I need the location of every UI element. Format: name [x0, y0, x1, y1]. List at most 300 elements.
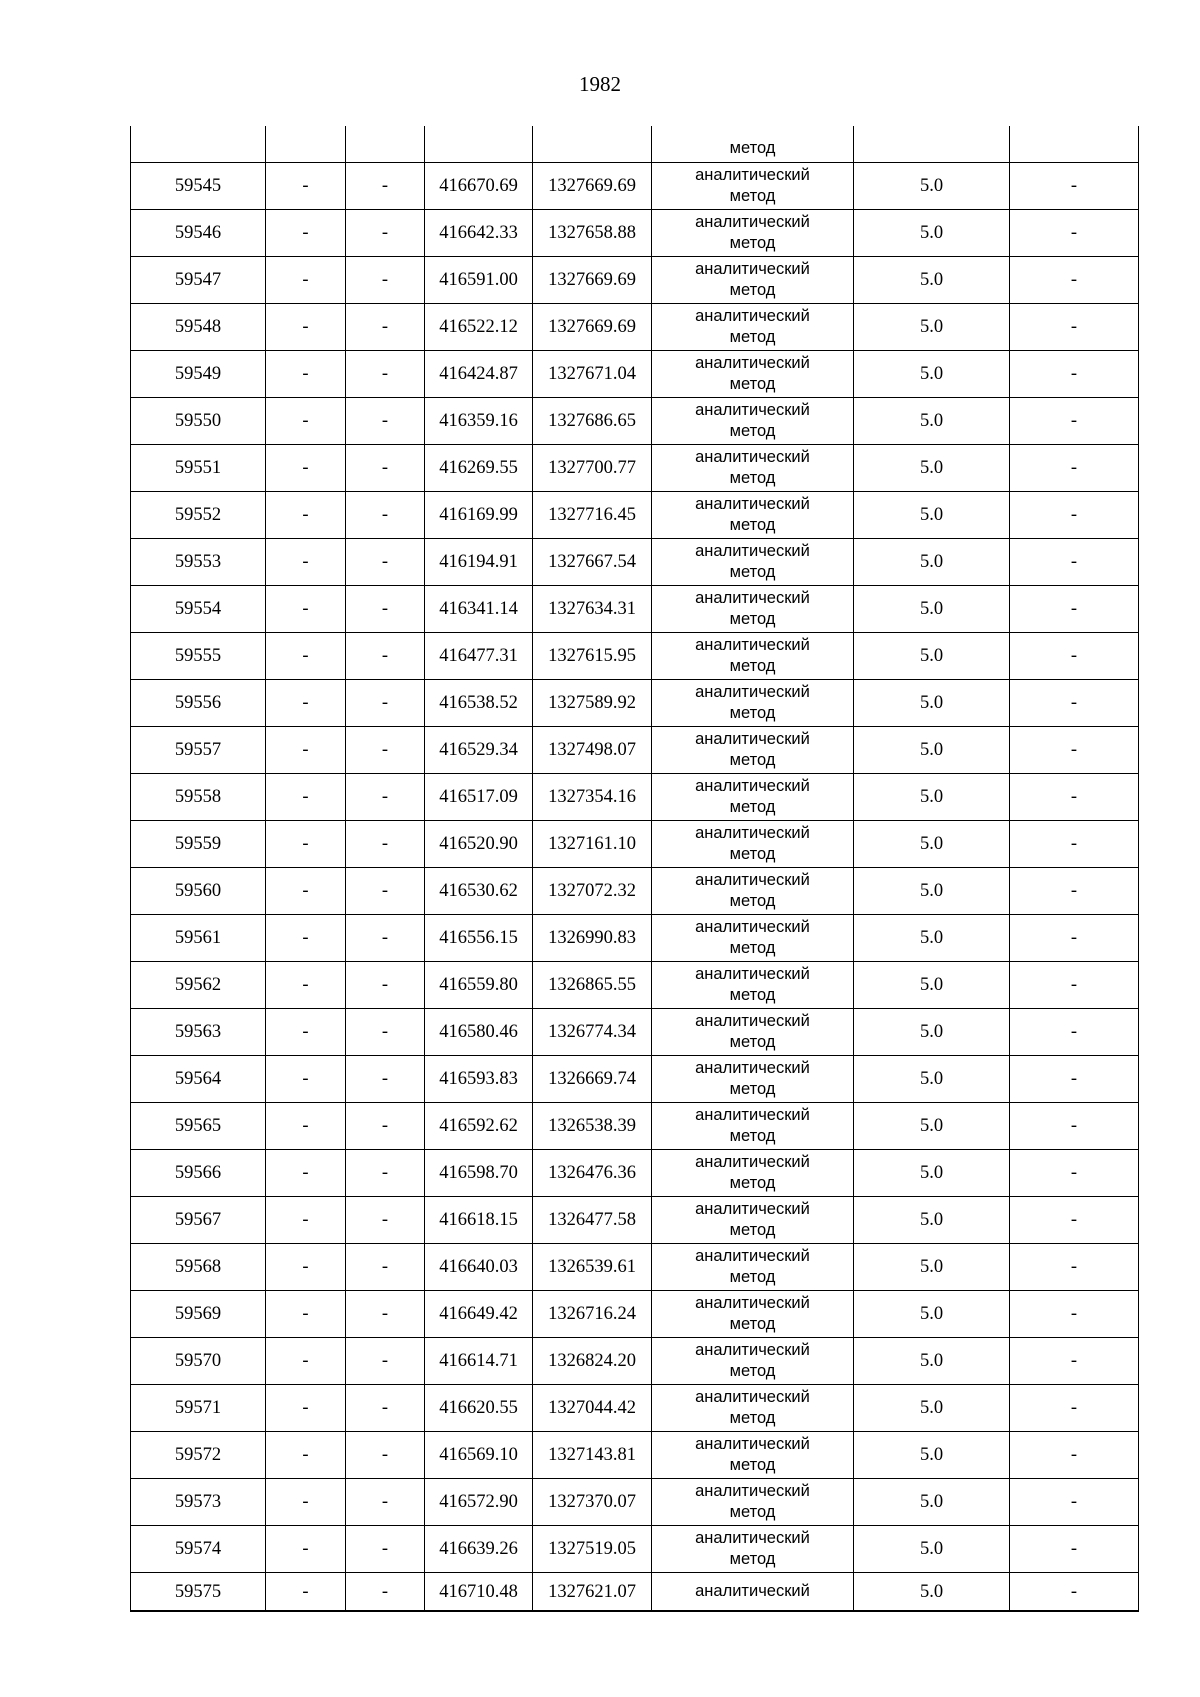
cell-x: 416620.55: [425, 1385, 533, 1432]
cell-col3: -: [346, 821, 425, 868]
cell-col2: -: [266, 1009, 346, 1056]
table-row: [131, 1385, 1139, 1432]
method-text: метод: [729, 1033, 776, 1051]
cell-method: [652, 727, 854, 774]
cell-col2: -: [266, 915, 346, 962]
method-text: аналитический: [695, 1388, 810, 1406]
cell-point-id: 59572: [131, 1432, 266, 1479]
cell-note: -: [1010, 1573, 1139, 1612]
cell-col3: -: [346, 868, 425, 915]
method-text: аналитический: [695, 166, 810, 184]
table-row: [131, 1338, 1139, 1385]
cell-method: [652, 1244, 854, 1291]
cell-accuracy: 5.0: [854, 351, 1010, 398]
table-row: [131, 445, 1139, 492]
cell-y: 1326774.34: [533, 1009, 652, 1056]
cell-method: [652, 1432, 854, 1479]
cell-col2: -: [266, 492, 346, 539]
cell-method: [652, 445, 854, 492]
cell-x: 416649.42: [425, 1291, 533, 1338]
cell-y: 1327700.77: [533, 445, 652, 492]
cell-point-id: 59575: [131, 1573, 266, 1612]
cell-note: -: [1010, 586, 1139, 633]
cell-col3: -: [346, 680, 425, 727]
cell-x: 416614.71: [425, 1338, 533, 1385]
table-row: [131, 1009, 1139, 1056]
cell-method: [652, 868, 854, 915]
cell-method: [652, 163, 854, 210]
cell-y: 1327519.05: [533, 1526, 652, 1573]
cell-method: [652, 680, 854, 727]
cell-y: 1327686.65: [533, 398, 652, 445]
cell-note: -: [1010, 1432, 1139, 1479]
cell-y: 1326477.58: [533, 1197, 652, 1244]
continuation-row: [131, 126, 1139, 163]
cell-x: 416341.14: [425, 586, 533, 633]
cell-point-id: 59565: [131, 1103, 266, 1150]
cell-point-id: 59548: [131, 304, 266, 351]
cell-col3: -: [346, 257, 425, 304]
cell-y: 1327621.07: [533, 1573, 652, 1612]
table-row: [131, 962, 1139, 1009]
cell-accuracy: 5.0: [854, 1338, 1010, 1385]
cell-note: -: [1010, 821, 1139, 868]
cell-note: -: [1010, 1338, 1139, 1385]
method-text: метод: [729, 1174, 776, 1192]
cell-method: [652, 915, 854, 962]
table-row: [131, 868, 1139, 915]
table-row: [131, 1103, 1139, 1150]
coordinates-table: [130, 126, 1139, 1612]
table-row: [131, 1244, 1139, 1291]
method-text: аналитический: [695, 683, 810, 701]
method-text: метод: [729, 751, 776, 769]
cell-point-id: 59568: [131, 1244, 266, 1291]
cell-col3: -: [346, 633, 425, 680]
cell-note: -: [1010, 727, 1139, 774]
cell-note: -: [1010, 1009, 1139, 1056]
cell-col3: -: [346, 1244, 425, 1291]
cell-col2: -: [266, 1244, 346, 1291]
method-text: аналитический: [695, 824, 810, 842]
cell-method: [652, 210, 854, 257]
cell-col3: -: [346, 1573, 425, 1612]
cell-point-id: 59553: [131, 539, 266, 586]
cell-x: 416477.31: [425, 633, 533, 680]
table-row: [131, 1432, 1139, 1479]
cell-col2: -: [266, 1479, 346, 1526]
table-row: [131, 586, 1139, 633]
cell-col3: -: [346, 351, 425, 398]
cell-y: 1326476.36: [533, 1150, 652, 1197]
table-row: [131, 1526, 1139, 1573]
method-text: метод: [729, 892, 776, 910]
table-row: [131, 210, 1139, 257]
table-body: [131, 126, 1139, 1611]
cell-x: 416520.90: [425, 821, 533, 868]
cell-x: 416591.00: [425, 257, 533, 304]
cell-point-id: 59559: [131, 821, 266, 868]
cell-point-id: 59556: [131, 680, 266, 727]
cell-method: [652, 539, 854, 586]
cell-col2: -: [266, 1150, 346, 1197]
cell-y: 1327161.10: [533, 821, 652, 868]
cell-method: [652, 962, 854, 1009]
cell-y: 1326824.20: [533, 1338, 652, 1385]
cell-x: 416522.12: [425, 304, 533, 351]
cell-x: 416592.62: [425, 1103, 533, 1150]
cell-col3: -: [346, 304, 425, 351]
cell-col3: -: [346, 1338, 425, 1385]
cell-method: [652, 492, 854, 539]
cell-col2: -: [266, 1291, 346, 1338]
method-text: метод: [729, 234, 776, 252]
cell-x: 416642.33: [425, 210, 533, 257]
method-text: аналитический: [695, 542, 810, 560]
cell-method: [652, 1385, 854, 1432]
cell-y: 1326539.61: [533, 1244, 652, 1291]
cell-y: 1327671.04: [533, 351, 652, 398]
cell-col2: -: [266, 1197, 346, 1244]
method-text: метод: [729, 845, 776, 863]
cell-empty: [425, 126, 533, 163]
cell-y: 1327658.88: [533, 210, 652, 257]
cell-point-id: 59561: [131, 915, 266, 962]
method-text: метод: [729, 1315, 776, 1333]
cell-col2: -: [266, 445, 346, 492]
method-text: метод: [729, 1080, 776, 1098]
method-text: аналитический: [695, 636, 810, 654]
cell-col2: -: [266, 304, 346, 351]
cell-note: -: [1010, 1197, 1139, 1244]
cell-accuracy: 5.0: [854, 163, 1010, 210]
cell-y: 1327669.69: [533, 257, 652, 304]
cell-x: 416618.15: [425, 1197, 533, 1244]
method-text: аналитический: [695, 213, 810, 231]
method-text: аналитический: [695, 495, 810, 513]
cell-col3: -: [346, 492, 425, 539]
cell-accuracy: 5.0: [854, 398, 1010, 445]
cell-accuracy: 5.0: [854, 774, 1010, 821]
cell-accuracy: 5.0: [854, 492, 1010, 539]
cell-col2: -: [266, 586, 346, 633]
method-text: метод: [729, 328, 776, 346]
method-text: аналитический: [695, 401, 810, 419]
cell-x: 416559.80: [425, 962, 533, 1009]
cell-col3: -: [346, 1432, 425, 1479]
cell-note: -: [1010, 680, 1139, 727]
cell-point-id: 59552: [131, 492, 266, 539]
method-text: аналитический: [695, 871, 810, 889]
method-text: метод: [729, 469, 776, 487]
cell-empty: [1010, 126, 1139, 163]
cell-col3: -: [346, 445, 425, 492]
method-text: метод: [729, 1362, 776, 1380]
method-text: аналитический: [695, 448, 810, 466]
table-row: [131, 1573, 1139, 1612]
method-text: метод: [729, 704, 776, 722]
table-row: [131, 1150, 1139, 1197]
method-text: метод: [729, 657, 776, 675]
cell-accuracy: 5.0: [854, 586, 1010, 633]
cell-empty: [131, 126, 266, 163]
table-row: [131, 492, 1139, 539]
cell-col2: -: [266, 1056, 346, 1103]
cell-method: [652, 257, 854, 304]
cell-note: -: [1010, 962, 1139, 1009]
table-row: [131, 1479, 1139, 1526]
cell-col3: -: [346, 727, 425, 774]
cell-accuracy: 5.0: [854, 868, 1010, 915]
method-text: аналитический: [695, 1106, 810, 1124]
cell-point-id: 59549: [131, 351, 266, 398]
cell-accuracy: 5.0: [854, 962, 1010, 1009]
cell-note: -: [1010, 492, 1139, 539]
cell-col2: -: [266, 163, 346, 210]
cell-point-id: 59574: [131, 1526, 266, 1573]
cell-method: [652, 1526, 854, 1573]
cell-col3: -: [346, 1526, 425, 1573]
cell-method: [652, 1103, 854, 1150]
cell-col2: -: [266, 398, 346, 445]
cell-y: 1326669.74: [533, 1056, 652, 1103]
cell-accuracy: 5.0: [854, 1479, 1010, 1526]
method-text: метод: [729, 375, 776, 393]
cell-x: 416194.91: [425, 539, 533, 586]
cell-note: -: [1010, 351, 1139, 398]
cell-col3: -: [346, 539, 425, 586]
cell-note: -: [1010, 304, 1139, 351]
cell-x: 416424.87: [425, 351, 533, 398]
cell-col3: -: [346, 1150, 425, 1197]
cell-y: 1327143.81: [533, 1432, 652, 1479]
cell-col3: -: [346, 1291, 425, 1338]
cell-note: -: [1010, 1244, 1139, 1291]
table-row: [131, 633, 1139, 680]
cell-col2: -: [266, 351, 346, 398]
cell-x: 416569.10: [425, 1432, 533, 1479]
cell-x: 416538.52: [425, 680, 533, 727]
cell-point-id: 59573: [131, 1479, 266, 1526]
method-text: метод: [729, 516, 776, 534]
cell-x: 416670.69: [425, 163, 533, 210]
cell-method: [652, 1291, 854, 1338]
method-text: метод: [729, 1550, 776, 1568]
cell-col2: -: [266, 539, 346, 586]
cell-accuracy: 5.0: [854, 1197, 1010, 1244]
cell-accuracy: 5.0: [854, 1244, 1010, 1291]
cell-col2: -: [266, 210, 346, 257]
cell-note: -: [1010, 163, 1139, 210]
cell-x: 416580.46: [425, 1009, 533, 1056]
cell-x: 416593.83: [425, 1056, 533, 1103]
cell-point-id: 59571: [131, 1385, 266, 1432]
cell-accuracy: 5.0: [854, 1150, 1010, 1197]
cell-point-id: 59563: [131, 1009, 266, 1056]
cell-empty: [854, 126, 1010, 163]
cell-point-id: 59550: [131, 398, 266, 445]
cell-point-id: 59567: [131, 1197, 266, 1244]
table-row: [131, 398, 1139, 445]
cell-col2: -: [266, 257, 346, 304]
table-row: [131, 821, 1139, 868]
method-text: метод: [729, 1456, 776, 1474]
cell-y: 1326538.39: [533, 1103, 652, 1150]
cell-accuracy: 5.0: [854, 821, 1010, 868]
table-row: [131, 351, 1139, 398]
method-text: аналитический: [695, 918, 810, 936]
cell-col2: -: [266, 680, 346, 727]
cell-y: 1327667.54: [533, 539, 652, 586]
cell-note: -: [1010, 1526, 1139, 1573]
method-text: метод: [729, 1268, 776, 1286]
cell-x: 416710.48: [425, 1573, 533, 1612]
method-text: метод: [729, 187, 776, 205]
cell-method: [652, 1009, 854, 1056]
cell-method: [652, 1479, 854, 1526]
cell-accuracy: 5.0: [854, 633, 1010, 680]
cell-x: 416639.26: [425, 1526, 533, 1573]
cell-accuracy: 5.0: [854, 1056, 1010, 1103]
table-row: [131, 257, 1139, 304]
cell-x: 416169.99: [425, 492, 533, 539]
table-row: [131, 1056, 1139, 1103]
cell-x: 416598.70: [425, 1150, 533, 1197]
table-row: [131, 915, 1139, 962]
cell-point-id: 59546: [131, 210, 266, 257]
table-row: [131, 163, 1139, 210]
cell-accuracy: 5.0: [854, 210, 1010, 257]
cell-col3: -: [346, 774, 425, 821]
method-text: аналитический: [695, 260, 810, 278]
cell-col2: -: [266, 1385, 346, 1432]
cell-note: -: [1010, 868, 1139, 915]
cell-col2: -: [266, 1338, 346, 1385]
cell-method: [652, 1150, 854, 1197]
cell-col3: -: [346, 915, 425, 962]
cell-accuracy: 5.0: [854, 1432, 1010, 1479]
cell-y: 1327354.16: [533, 774, 652, 821]
cell-x: 416269.55: [425, 445, 533, 492]
cell-point-id: 59554: [131, 586, 266, 633]
cell-accuracy: 5.0: [854, 445, 1010, 492]
cell-col3: -: [346, 163, 425, 210]
cell-col2: -: [266, 633, 346, 680]
method-text: аналитический: [695, 1294, 810, 1312]
cell-y: 1327498.07: [533, 727, 652, 774]
cell-method: [652, 821, 854, 868]
cell-x: 416517.09: [425, 774, 533, 821]
cell-method: [652, 633, 854, 680]
cell-y: 1327669.69: [533, 304, 652, 351]
cell-method: [652, 1338, 854, 1385]
cell-y: 1327370.07: [533, 1479, 652, 1526]
table-row: [131, 680, 1139, 727]
method-text: аналитический: [695, 1435, 810, 1453]
cell-accuracy: 5.0: [854, 915, 1010, 962]
cell-empty: [346, 126, 425, 163]
cell-note: -: [1010, 257, 1139, 304]
method-text: метод: [729, 563, 776, 581]
cell-col2: -: [266, 727, 346, 774]
cell-x: 416359.16: [425, 398, 533, 445]
cell-note: -: [1010, 1385, 1139, 1432]
cell-note: -: [1010, 1479, 1139, 1526]
cell-method: [652, 1056, 854, 1103]
cell-method: [652, 774, 854, 821]
method-text: аналитический: [695, 1012, 810, 1030]
cell-accuracy: 5.0: [854, 304, 1010, 351]
method-text: метод: [729, 1127, 776, 1145]
method-text: метод: [729, 610, 776, 628]
cell-empty: [533, 126, 652, 163]
cell-method: [652, 351, 854, 398]
method-text: аналитический: [695, 1582, 810, 1600]
cell-method: [652, 1573, 854, 1612]
cell-point-id: 59547: [131, 257, 266, 304]
method-text: метод: [729, 1409, 776, 1427]
cell-y: 1327634.31: [533, 586, 652, 633]
cell-note: -: [1010, 398, 1139, 445]
cell-note: -: [1010, 1150, 1139, 1197]
cell-point-id: 59555: [131, 633, 266, 680]
cell-point-id: 59569: [131, 1291, 266, 1338]
cell-col3: -: [346, 1197, 425, 1244]
cell-col3: -: [346, 962, 425, 1009]
method-text: аналитический: [695, 307, 810, 325]
cell-empty: [266, 126, 346, 163]
page-number: 1982: [579, 72, 621, 96]
method-text: метод: [729, 939, 776, 957]
cell-point-id: 59564: [131, 1056, 266, 1103]
table-row: [131, 774, 1139, 821]
cell-col3: -: [346, 586, 425, 633]
cell-accuracy: 5.0: [854, 727, 1010, 774]
cell-method: [652, 126, 854, 163]
cell-note: -: [1010, 1056, 1139, 1103]
cell-y: 1327669.69: [533, 163, 652, 210]
cell-accuracy: 5.0: [854, 1526, 1010, 1573]
method-text: аналитический: [695, 965, 810, 983]
cell-col3: -: [346, 1009, 425, 1056]
method-text: аналитический: [695, 1247, 810, 1265]
method-text: аналитический: [695, 1059, 810, 1077]
cell-y: 1327716.45: [533, 492, 652, 539]
cell-y: 1326865.55: [533, 962, 652, 1009]
cell-method: [652, 586, 854, 633]
cell-accuracy: 5.0: [854, 1573, 1010, 1612]
cell-point-id: 59562: [131, 962, 266, 1009]
cell-point-id: 59551: [131, 445, 266, 492]
cell-note: -: [1010, 1103, 1139, 1150]
method-text: метод: [729, 281, 776, 299]
cell-accuracy: 5.0: [854, 1385, 1010, 1432]
cell-y: 1327072.32: [533, 868, 652, 915]
cell-accuracy: 5.0: [854, 1291, 1010, 1338]
cell-accuracy: 5.0: [854, 1103, 1010, 1150]
table-row: [131, 539, 1139, 586]
method-text: метод: [729, 138, 776, 157]
cell-note: -: [1010, 633, 1139, 680]
cell-y: 1326990.83: [533, 915, 652, 962]
cell-note: -: [1010, 1291, 1139, 1338]
cell-col2: -: [266, 821, 346, 868]
method-text: аналитический: [695, 1153, 810, 1171]
cell-col3: -: [346, 398, 425, 445]
cell-method: [652, 304, 854, 351]
cell-col2: -: [266, 962, 346, 1009]
cell-x: 416572.90: [425, 1479, 533, 1526]
